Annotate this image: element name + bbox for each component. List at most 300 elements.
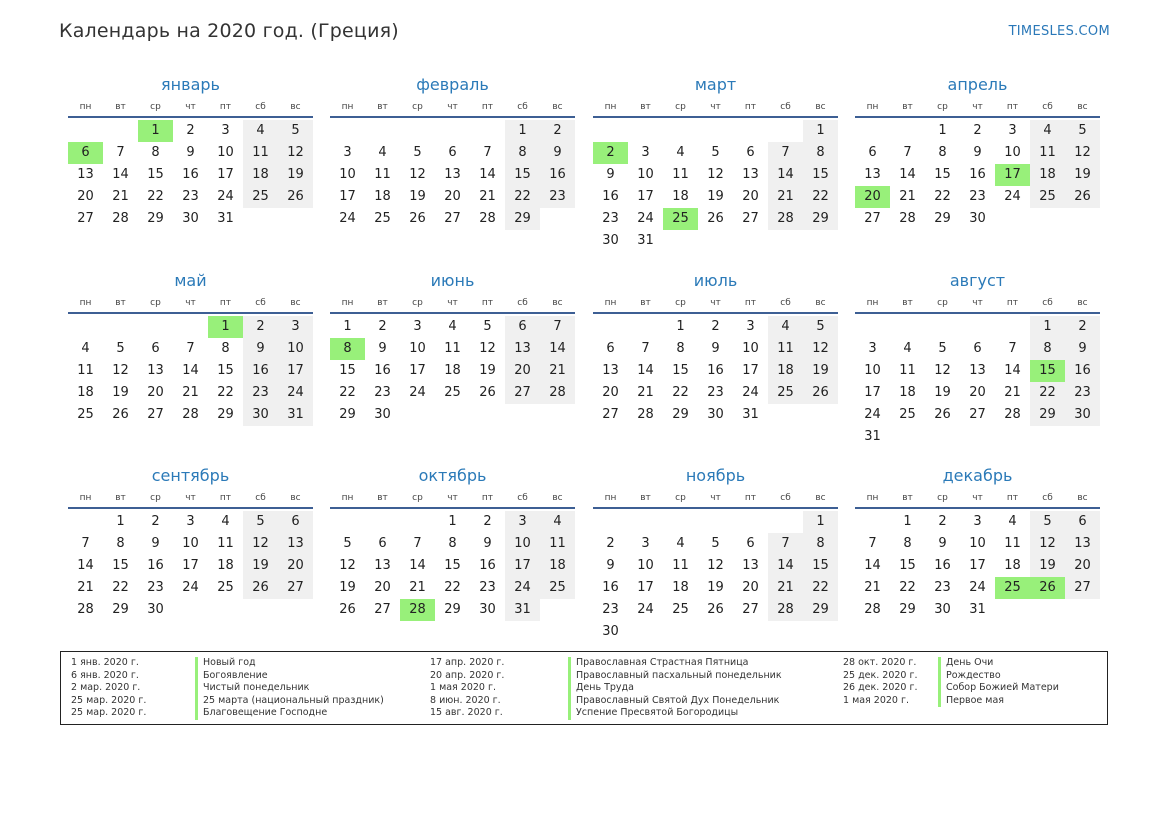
day-cell: 29 [112, 602, 129, 617]
empty-cell [768, 120, 803, 142]
day-cell: 31 [637, 233, 654, 248]
day-cell: 11 [1004, 536, 1021, 551]
day-cell: 27 [444, 211, 461, 226]
weekday-label: сб [780, 298, 791, 308]
weekday-label: вт [115, 298, 126, 308]
legend-name: Новый год [195, 657, 256, 670]
weekday-label: чт [185, 102, 196, 112]
day-cell: 9 [606, 558, 615, 573]
weekday-label: пт [744, 102, 757, 112]
day-cell: 2 [483, 514, 492, 529]
day-cell: 19 [409, 189, 426, 204]
weekday-label: чт [710, 102, 721, 112]
day-cell: 18 [77, 385, 94, 400]
weekday-label: вс [1077, 298, 1088, 308]
holiday-day-cell: 1 [138, 120, 173, 142]
weekday-label: пн [866, 298, 879, 308]
day-cell: 17 [637, 580, 654, 595]
day-cell: 6 [746, 145, 755, 160]
weekday-label: вс [552, 493, 563, 503]
day-cell: 16 [602, 189, 619, 204]
weekday-label: сб [517, 298, 528, 308]
day-cell: 12 [112, 363, 129, 378]
day-cell: 2 [378, 319, 387, 334]
day-cell: 11 [217, 536, 234, 551]
day-cell: 7 [483, 145, 492, 160]
day-cell: 31 [505, 599, 540, 621]
day-cell: 13 [602, 363, 619, 378]
empty-cell [663, 511, 698, 533]
day-cell: 9 [483, 536, 492, 551]
month-6 [330, 268, 575, 426]
legend-name: Успение Пресвятой Богородицы [568, 707, 738, 720]
day-cell: 24 [637, 211, 654, 226]
weekday-label: вс [815, 102, 826, 112]
day-cell: 20 [742, 189, 759, 204]
day-cell: 16 [243, 360, 278, 382]
weekday-label: пн [79, 493, 92, 503]
day-cell: 15 [112, 558, 129, 573]
empty-cell [330, 511, 365, 533]
day-cell: 16 [1065, 360, 1100, 382]
day-cell: 12 [409, 167, 426, 182]
day-cell: 15 [803, 555, 838, 577]
weekday-label: пн [79, 298, 92, 308]
legend-name: Чистый понедельник [195, 682, 309, 695]
day-cell: 8 [448, 536, 457, 551]
day-cell: 24 [864, 407, 881, 422]
day-cell: 23 [540, 186, 575, 208]
day-cell: 11 [444, 341, 461, 356]
day-cell: 10 [278, 338, 313, 360]
day-cell: 7 [868, 536, 877, 551]
day-cell: 22 [112, 580, 129, 595]
day-cell: 12 [1030, 533, 1065, 555]
weekday-label: сб [1042, 102, 1053, 112]
legend-item [430, 695, 782, 708]
day-cell: 28 [864, 602, 881, 617]
empty-cell [663, 120, 698, 142]
empty-cell [103, 120, 138, 142]
day-cell: 26 [243, 577, 278, 599]
day-cell: 4 [243, 120, 278, 142]
day-cell: 17 [278, 360, 313, 382]
day-cell: 8 [903, 536, 912, 551]
weekday-label: вт [377, 493, 388, 503]
weekday-label: чт [185, 298, 196, 308]
day-cell: 18 [217, 558, 234, 573]
empty-cell [733, 120, 768, 142]
holiday-day-cell: 2 [593, 142, 628, 164]
month-name: май [174, 271, 207, 290]
weekday-label: ср [150, 298, 161, 308]
day-cell: 4 [676, 536, 685, 551]
day-cell: 29 [339, 407, 356, 422]
day-cell: 21 [112, 189, 129, 204]
day-cell: 10 [864, 363, 881, 378]
day-cell: 30 [602, 233, 619, 248]
weekday-label: вс [1077, 493, 1088, 503]
day-cell: 3 [278, 316, 313, 338]
day-cell: 6 [448, 145, 457, 160]
day-cell: 29 [803, 208, 838, 230]
day-cell: 26 [479, 385, 496, 400]
legend-date: 25 дек. 2020 г. [843, 669, 918, 681]
day-cell: 28 [540, 382, 575, 404]
legend-date: 26 дек. 2020 г. [843, 682, 918, 694]
month-name: январь [161, 75, 220, 94]
day-cell: 24 [278, 382, 313, 404]
day-cell: 27 [374, 602, 391, 617]
day-cell: 5 [278, 120, 313, 142]
day-cell: 31 [217, 211, 234, 226]
weekday-label: вт [902, 493, 913, 503]
day-cell: 22 [217, 385, 234, 400]
day-cell: 28 [899, 211, 916, 226]
weekday-label: пн [341, 493, 354, 503]
weekday-label: пт [219, 298, 232, 308]
day-cell: 29 [899, 602, 916, 617]
day-cell: 18 [672, 580, 689, 595]
day-cell: 13 [374, 558, 391, 573]
weekday-label: чт [972, 102, 983, 112]
empty-cell [890, 316, 925, 338]
empty-cell [855, 316, 890, 338]
month-12 [855, 463, 1100, 621]
legend-date: 25 мар. 2020 г. [71, 707, 147, 719]
day-cell: 25 [444, 385, 461, 400]
day-cell: 6 [151, 341, 160, 356]
day-grid [330, 120, 575, 230]
weekday-label: сб [1042, 298, 1053, 308]
day-cell: 16 [182, 167, 199, 182]
day-cell: 10 [409, 341, 426, 356]
legend-item [430, 657, 782, 670]
day-cell: 10 [742, 341, 759, 356]
day-cell: 23 [1065, 382, 1100, 404]
day-cell: 24 [742, 385, 759, 400]
day-cell: 14 [1004, 363, 1021, 378]
day-cell: 1 [343, 319, 352, 334]
day-cell: 19 [112, 385, 129, 400]
weekday-label: ср [675, 102, 686, 112]
month-4 [855, 72, 1100, 230]
day-cell: 4 [1008, 514, 1017, 529]
empty-cell [628, 511, 663, 533]
day-cell: 26 [339, 602, 356, 617]
weekday-label: вт [902, 102, 913, 112]
empty-cell [103, 316, 138, 338]
day-cell: 28 [1004, 407, 1021, 422]
month-name: декабрь [942, 466, 1013, 485]
day-cell: 20 [969, 385, 986, 400]
day-cell: 30 [707, 407, 724, 422]
day-cell: 15 [217, 363, 234, 378]
day-cell: 7 [186, 341, 195, 356]
day-cell: 26 [707, 602, 724, 617]
day-cell: 1 [1030, 316, 1065, 338]
day-cell: 3 [413, 319, 422, 334]
holiday-day-cell: 8 [330, 338, 365, 360]
weekday-label: чт [972, 493, 983, 503]
day-cell: 20 [374, 580, 391, 595]
legend-item [71, 695, 384, 708]
day-cell: 18 [374, 189, 391, 204]
weekday-label: вт [640, 102, 651, 112]
holiday-day-cell: 20 [855, 186, 890, 208]
day-cell: 24 [339, 211, 356, 226]
weekday-label: сб [1042, 493, 1053, 503]
weekday-label: вс [290, 298, 301, 308]
day-cell: 13 [742, 167, 759, 182]
day-cell: 28 [112, 211, 129, 226]
day-cell: 28 [77, 602, 94, 617]
day-grid [593, 511, 838, 643]
day-cell: 14 [768, 164, 803, 186]
day-cell: 21 [540, 360, 575, 382]
weekday-label: чт [447, 102, 458, 112]
legend-item [843, 682, 1059, 695]
weekday-label: сб [517, 102, 528, 112]
day-cell: 20 [77, 189, 94, 204]
weekday-label: ср [675, 298, 686, 308]
day-cell: 11 [77, 363, 94, 378]
day-cell: 22 [1030, 382, 1065, 404]
day-cell: 9 [938, 536, 947, 551]
day-cell: 14 [409, 558, 426, 573]
day-cell: 20 [742, 580, 759, 595]
day-cell: 11 [768, 338, 803, 360]
weekday-label: пт [744, 298, 757, 308]
day-cell: 25 [672, 602, 689, 617]
day-cell: 12 [1065, 142, 1100, 164]
day-cell: 22 [899, 580, 916, 595]
legend-date: 17 апр. 2020 г. [430, 657, 505, 668]
weekday-label: чт [710, 298, 721, 308]
weekday-label: пн [866, 102, 879, 112]
day-cell: 14 [479, 167, 496, 182]
weekday-label: пн [604, 102, 617, 112]
legend-date: 8 июн. 2020 г. [430, 694, 501, 706]
day-cell: 2 [938, 514, 947, 529]
day-cell: 4 [768, 316, 803, 338]
day-cell: 8 [803, 142, 838, 164]
weekday-label: пт [1006, 102, 1019, 112]
day-cell: 3 [641, 145, 650, 160]
day-cell: 24 [969, 580, 986, 595]
empty-cell [138, 316, 173, 338]
weekday-label: пн [604, 298, 617, 308]
day-cell: 15 [444, 558, 461, 573]
day-cell: 24 [182, 580, 199, 595]
month-9 [68, 463, 313, 621]
weekday-label: ср [937, 493, 948, 503]
day-cell: 4 [676, 145, 685, 160]
weekday-label: пн [341, 298, 354, 308]
month-name: июль [693, 271, 738, 290]
day-cell: 26 [1065, 186, 1100, 208]
weekday-label: вт [640, 493, 651, 503]
day-cell: 21 [864, 580, 881, 595]
weekday-label: вс [290, 493, 301, 503]
legend-date: 1 янв. 2020 г. [71, 657, 139, 668]
day-cell: 30 [479, 602, 496, 617]
weekday-label: сб [255, 298, 266, 308]
day-cell: 10 [969, 536, 986, 551]
day-cell: 9 [606, 167, 615, 182]
weekday-label: сб [517, 493, 528, 503]
day-cell: 6 [973, 341, 982, 356]
legend-date: 20 апр. 2020 г. [430, 669, 505, 681]
day-cell: 16 [934, 558, 951, 573]
day-cell: 6 [278, 511, 313, 533]
day-cell: 13 [742, 558, 759, 573]
weekday-header [330, 98, 575, 118]
month-11 [593, 463, 838, 643]
weekday-header [330, 294, 575, 314]
day-cell: 21 [768, 577, 803, 599]
day-cell: 22 [803, 186, 838, 208]
month-name: март [694, 75, 737, 94]
day-cell: 13 [1065, 533, 1100, 555]
day-cell: 3 [746, 319, 755, 334]
empty-cell [995, 316, 1030, 338]
empty-cell [330, 120, 365, 142]
day-cell: 21 [637, 385, 654, 400]
day-cell: 2 [243, 316, 278, 338]
day-grid [593, 316, 838, 426]
month-8 [855, 268, 1100, 448]
day-cell: 9 [243, 338, 278, 360]
day-cell: 11 [899, 363, 916, 378]
weekday-label: чт [447, 493, 458, 503]
day-cell: 13 [77, 167, 94, 182]
day-cell: 3 [505, 511, 540, 533]
day-cell: 30 [374, 407, 391, 422]
day-cell: 5 [803, 316, 838, 338]
day-cell: 16 [147, 558, 164, 573]
day-cell: 23 [182, 189, 199, 204]
empty-cell [925, 316, 960, 338]
weekday-label: чт [710, 493, 721, 503]
day-cell: 24 [1004, 189, 1021, 204]
weekday-label: вт [115, 102, 126, 112]
day-cell: 19 [934, 385, 951, 400]
day-cell: 17 [637, 189, 654, 204]
day-cell: 2 [540, 120, 575, 142]
day-cell: 19 [1065, 164, 1100, 186]
site-link[interactable]: TIMESLES.COM [1008, 24, 1110, 39]
day-cell: 7 [641, 341, 650, 356]
day-cell: 18 [243, 164, 278, 186]
day-grid [68, 120, 313, 230]
day-cell: 16 [374, 363, 391, 378]
day-grid [330, 511, 575, 621]
day-cell: 10 [637, 167, 654, 182]
day-cell: 20 [147, 385, 164, 400]
day-cell: 1 [676, 319, 685, 334]
day-cell: 17 [339, 189, 356, 204]
legend-date: 6 янв. 2020 г. [71, 669, 139, 681]
day-cell: 30 [243, 404, 278, 426]
day-cell: 5 [413, 145, 422, 160]
empty-cell [400, 511, 435, 533]
weekday-header [855, 294, 1100, 314]
day-cell: 19 [243, 555, 278, 577]
day-cell: 24 [505, 577, 540, 599]
day-cell: 2 [606, 536, 615, 551]
empty-cell [890, 120, 925, 142]
day-cell: 1 [448, 514, 457, 529]
legend-date: 15 авг. 2020 г. [430, 707, 503, 719]
day-cell: 12 [243, 533, 278, 555]
day-cell: 15 [339, 363, 356, 378]
day-cell: 10 [1004, 145, 1021, 160]
day-cell: 28 [637, 407, 654, 422]
month-10 [330, 463, 575, 621]
weekday-label: пт [1006, 298, 1019, 308]
day-cell: 20 [602, 385, 619, 400]
weekday-header [855, 98, 1100, 118]
day-cell: 31 [969, 602, 986, 617]
empty-cell [470, 120, 505, 142]
day-cell: 12 [339, 558, 356, 573]
day-cell: 26 [934, 407, 951, 422]
day-cell: 23 [602, 211, 619, 226]
day-cell: 26 [278, 186, 313, 208]
weekday-header [593, 98, 838, 118]
month-2 [330, 72, 575, 230]
day-cell: 5 [711, 536, 720, 551]
day-cell: 24 [217, 189, 234, 204]
day-cell: 2 [973, 123, 982, 138]
day-cell: 19 [278, 164, 313, 186]
day-cell: 25 [1030, 186, 1065, 208]
day-cell: 8 [676, 341, 685, 356]
day-cell: 21 [77, 580, 94, 595]
legend-item [430, 682, 782, 695]
day-cell: 6 [378, 536, 387, 551]
day-cell: 19 [707, 189, 724, 204]
day-cell: 18 [1004, 558, 1021, 573]
day-grid [68, 511, 313, 621]
day-cell: 21 [768, 186, 803, 208]
day-cell: 27 [969, 407, 986, 422]
day-cell: 20 [444, 189, 461, 204]
weekday-label: пн [341, 102, 354, 112]
day-cell: 13 [147, 363, 164, 378]
day-grid [68, 316, 313, 426]
weekday-label: пт [744, 493, 757, 503]
day-cell: 3 [343, 145, 352, 160]
empty-cell [960, 316, 995, 338]
day-cell: 7 [81, 536, 90, 551]
weekday-header [68, 489, 313, 509]
day-cell: 26 [409, 211, 426, 226]
holiday-legend [60, 651, 1108, 725]
holiday-day-cell: 26 [1030, 577, 1065, 599]
weekday-label: вс [552, 298, 563, 308]
weekday-label: пт [481, 102, 494, 112]
day-cell: 10 [217, 145, 234, 160]
day-cell: 26 [803, 382, 838, 404]
day-cell: 18 [672, 189, 689, 204]
day-cell: 25 [217, 580, 234, 595]
day-cell: 16 [602, 580, 619, 595]
day-cell: 4 [221, 514, 230, 529]
month-name: сентябрь [151, 466, 230, 485]
day-cell: 3 [973, 514, 982, 529]
